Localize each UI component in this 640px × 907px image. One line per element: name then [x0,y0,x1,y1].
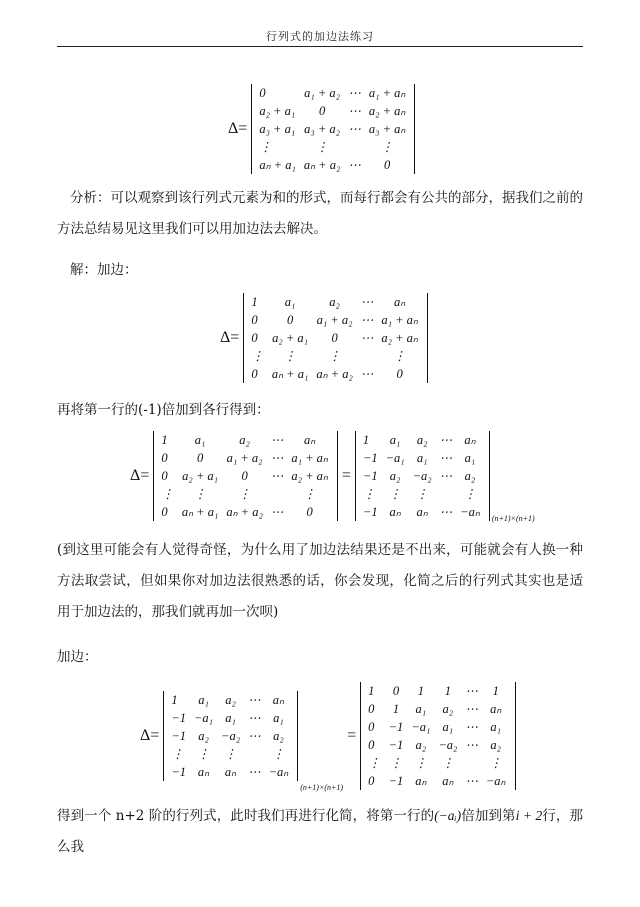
det-2-cell: a₂ + a₁ [272,331,309,345]
det-1-cell [344,138,365,156]
det-1-cell: a₃ + a₁ [259,122,296,136]
add-border-label: 加边： [57,649,98,665]
det-4-right-cell: 1 [492,684,499,698]
final-math-a: (−aᵢ) [434,808,462,823]
det-4-right-cell: aₙ [415,774,427,788]
det-2-cell: 0 [286,313,294,327]
det-3-right-matrix [355,431,490,521]
det-1-cell: ⋮ [259,140,272,154]
det-4-left-cell: a₁ [198,693,209,707]
det-4-right-cell: aₙ [442,774,454,788]
det-3-right-cell: −1 [362,469,378,483]
det-2-cell: 1 [251,295,258,309]
det-4-left-cell: a₁ [225,711,236,725]
det-1-cell: 0 [318,104,326,118]
det-4-right-cell: ⋯ [465,774,478,788]
det-3-right-cell: a₁ [389,433,401,447]
det-3-lhs: Δ= [130,467,150,484]
det-4-right-cell: ⋮ [368,756,381,770]
det-3-right-cell: ⋮ [463,487,477,501]
det-2-cell: ⋯ [360,295,374,309]
det-2-cell: ⋯ [360,331,374,345]
det-3-right-cell: ⋮ [415,487,429,501]
det-2-cell: aₙ + a₁ [271,367,309,381]
det-3-left-cell [267,485,288,503]
det-4-left-cell: −aₙ [268,765,289,779]
determinant-3 [130,431,535,521]
det-1-cell: a₁ + a₂ [304,86,341,100]
det-1-cell: a₁ + aₙ [368,86,406,100]
det-4-left-cell: ⋮ [224,747,237,761]
det-4-right-cell [461,754,482,772]
det-4-right-cell: a₁ [442,720,454,734]
det-2-cell: ⋮ [393,349,406,363]
det-1-cell: a₂ + a₁ [259,104,296,118]
det-4-right-cell: a₂ [415,738,427,752]
det-4-left-cell: ⋯ [248,729,261,743]
det-4-right-cell: 1 [417,684,424,698]
det-1-cell: ⋯ [348,158,361,172]
det-3-left-cell: a₁ + a₂ [226,451,263,465]
det-3-left-cell: a₁ [194,433,206,447]
det-3-left-cell: aₙ + a₂ [226,505,263,519]
det-3-right-cell: aₙ [416,505,428,519]
det-3-right-cell: a₂ [416,433,428,447]
det-3-left-cell: ⋯ [270,433,284,447]
det-1-cell: ⋯ [348,104,361,118]
determinant-4 [140,682,516,790]
det-4-right-cell: −aₙ [485,774,506,788]
det-4-left-cell [244,745,265,763]
det-3-left-cell: ⋮ [238,487,251,501]
det-3-left-cell: aₙ [303,433,316,447]
det-4-right-cell: 0 [368,702,375,716]
det-1-cell: a₃ + aₙ [368,122,406,136]
det-2-cell: ⋮ [251,349,264,363]
det-2-cell: aₙ [393,295,406,309]
det-4-right-cell: −1 [388,738,404,752]
det-4-right-cell: a₂ [442,702,454,716]
det-3-left-cell: 0 [161,505,168,519]
det-4-left-cell: aₙ [224,765,237,779]
det-4-right-cell: ⋯ [465,702,478,716]
det-4-right-cell: 1 [444,684,451,698]
det-4-left-cell: −a₁ [194,711,214,725]
det-4-right-cell: ⋮ [489,756,502,770]
det-4-right-cell: a₁ [490,720,502,734]
det-3-right-cell [436,485,457,503]
det-4-left-cell: a₂ [198,729,209,743]
det-2-cell: a₂ [329,295,340,309]
det-3-left-cell: 0 [196,451,204,465]
det-4-right-cell: 0 [392,684,400,698]
det-1-cell: ⋮ [315,140,329,154]
det-4-left-cell: ⋯ [248,711,261,725]
det-3-right-cell: −a₂ [412,469,432,483]
det-4-right-cell: −1 [388,774,404,788]
final-math-b: i + 2 [515,808,543,823]
det-2-cell: ⋯ [360,313,374,327]
det-4-right-cell: 1 [392,702,400,716]
det-4-right-cell: −1 [388,720,404,734]
det-4-right-cell: ⋮ [441,756,455,770]
det-4-right-cell: ⋯ [465,720,478,734]
det-1-cell: aₙ + a₁ [259,158,296,172]
det-4-left-cell: aₙ [197,765,210,779]
det-4-left-cell: ⋯ [248,693,261,707]
det-2-cell [357,347,378,365]
det-1-cell: 0 [383,158,391,172]
det-2-matrix [243,293,428,383]
det-2-lhs: Δ= [220,329,240,346]
det-3-right-cell: ⋯ [439,505,453,519]
det-4-lhs: Δ= [140,727,160,744]
det-3-right-cell: a₂ [389,469,401,483]
det-3-right-cell: ⋮ [388,487,402,501]
det-4-right-cell: 0 [368,774,375,788]
det-3-left-cell: ⋯ [270,451,284,465]
final-paragraph [57,800,583,863]
det-3-left-cell: ⋮ [303,487,316,501]
det-2-cell: 0 [251,331,258,345]
det-3-left-cell: a₂ + aₙ [291,469,328,483]
det-3-left-cell: aₙ + a₁ [181,505,219,519]
det-2-cell: ⋮ [283,349,297,363]
det-3-right-cell: a₁ [464,451,476,465]
det-3-left-cell: ⋯ [270,469,284,483]
det-4-left-cell: ⋯ [248,765,261,779]
det-2-cell: ⋮ [328,349,341,363]
final-text-a: 得到一个 n+2 阶的行列式，此时我们再进行化简，将第一行的 [57,808,435,824]
det-3-left-cell: ⋯ [270,505,284,519]
det-4-right-cell: 1 [368,684,375,698]
det-4-left-cell: aₙ [272,693,285,707]
det-4-left-cell: −1 [171,729,186,743]
det-4-left-cell: ⋮ [272,747,285,761]
det-3-left-cell: 0 [241,469,248,483]
det-4-left-cell: −a₂ [221,729,241,743]
final-text-c: 行，那么我 [57,808,583,855]
det-3-right-cell: ⋯ [439,451,453,465]
det-3-right-cell: −1 [362,451,378,465]
det-4-right-cell: ⋮ [414,756,428,770]
det-4-right-cell: 0 [368,738,375,752]
determinant-1 [228,84,415,174]
det-3-left-cell: 0 [161,451,168,465]
det-4-right-cell: aₙ [490,702,502,716]
det-3-left-cell: 0 [306,505,313,519]
det-4-left-cell: 1 [171,693,178,707]
det-1-cell: ⋮ [380,140,394,154]
step-text: 再将第一行的(-1)倍加到各行得到： [57,402,270,418]
det-4-right-matrix [360,682,515,790]
det-4-right-cell: a₂ [490,738,502,752]
det-2-cell: a₂ + aₙ [381,331,418,345]
analysis-paragraph: 分析：可以观察到该行列式元素为和的形式，而每行都会有公共的部分，据我们之前的方法总结易见这里我们可以用加边法去解决。 [57,190,583,237]
det-3-right-cell: a₂ [464,469,476,483]
det-3-right-cell: aₙ [464,433,476,447]
det-3-right-cell: −aₙ [460,505,480,519]
note-paragraph: (到这里可能会有人觉得奇怪，为什么用了加边法结果还是不出来，可能就会有人换一种方法取尝试，但如果你对加边法很熟悉的话，你会发现，化简之后的行列式其实也是适用于加边法的，那我们就再加一次呗) [57,542,583,620]
det-4-right-cell: −a₁ [411,720,431,734]
det-4-right-cell: a₁ [415,702,427,716]
det-1-matrix [251,84,415,174]
det-1-cell: ⋯ [348,122,361,136]
det-3-left-cell: 0 [161,469,168,483]
det-4-left-matrix [163,691,298,781]
det-3-right-cell: ⋮ [362,487,376,501]
det-1-cell: aₙ + a₂ [303,158,341,172]
det-2-cell: a₁ [284,295,296,309]
det-4-left-cell: a₁ [273,711,284,725]
det-1-lhs: Δ= [228,120,248,137]
det-2-cell: 0 [251,367,258,381]
det-3-right-cell: −1 [362,505,378,519]
det-3-left-cell: a₁ + aₙ [291,451,328,465]
det-4-right-cell: 0 [368,720,375,734]
det-4-size-subscript: (n+1)×(n+1) [300,783,344,792]
det-3-left-cell: ⋮ [193,487,207,501]
det-4-equals: = [347,727,357,744]
det-3-left-matrix [153,431,338,521]
det-4-left-cell: −1 [171,765,186,779]
det-4-right-cell: −a₂ [438,738,458,752]
det-4-left-cell: a₂ [273,729,284,743]
det-3-equals: = [341,467,351,484]
det-4-left-cell: a₂ [225,693,236,707]
det-3-right-cell: a₁ [416,451,428,465]
det-3-right-cell: 1 [362,433,370,447]
det-2-cell: 0 [251,313,258,327]
det-1-cell: 0 [259,86,266,100]
det-4-right-cell: ⋯ [465,738,478,752]
det-3-size-subscript: (n+1)×(n+1) [491,514,535,523]
determinant-2 [220,293,428,383]
page-header-title: 行列式的加边法练习 [266,30,374,43]
final-text-b: 倍加到第 [461,808,516,824]
det-2-cell: aₙ + a₂ [316,367,353,381]
det-2-cell: 0 [396,367,403,381]
det-3-right-cell: aₙ [389,505,401,519]
det-1-cell: a₂ + aₙ [368,104,406,118]
det-3-right-cell: ⋯ [439,433,453,447]
det-4-left-cell: −1 [171,711,186,725]
det-2-cell: ⋯ [360,367,374,381]
det-1-cell: a₃ + a₂ [304,122,341,136]
header-rule [57,46,583,47]
det-3-left-cell: 1 [161,433,168,447]
det-3-left-cell: a₂ + a₁ [182,469,219,483]
det-2-cell: a₁ + a₂ [316,313,353,327]
det-4-right-cell: ⋯ [465,684,478,698]
det-4-right-cell: ⋮ [389,756,403,770]
solution-label: 解：加边： [70,262,138,278]
det-3-right-cell: ⋯ [439,469,453,483]
det-2-cell: 0 [331,331,338,345]
det-2-cell: a₁ + aₙ [381,313,418,327]
det-3-left-cell: a₂ [239,433,250,447]
det-3-right-cell: −a₁ [385,451,405,465]
det-3-left-cell: ⋮ [161,487,174,501]
det-4-left-cell: ⋮ [171,747,184,761]
det-1-cell: ⋯ [348,86,361,100]
det-4-left-cell: ⋮ [197,747,210,761]
